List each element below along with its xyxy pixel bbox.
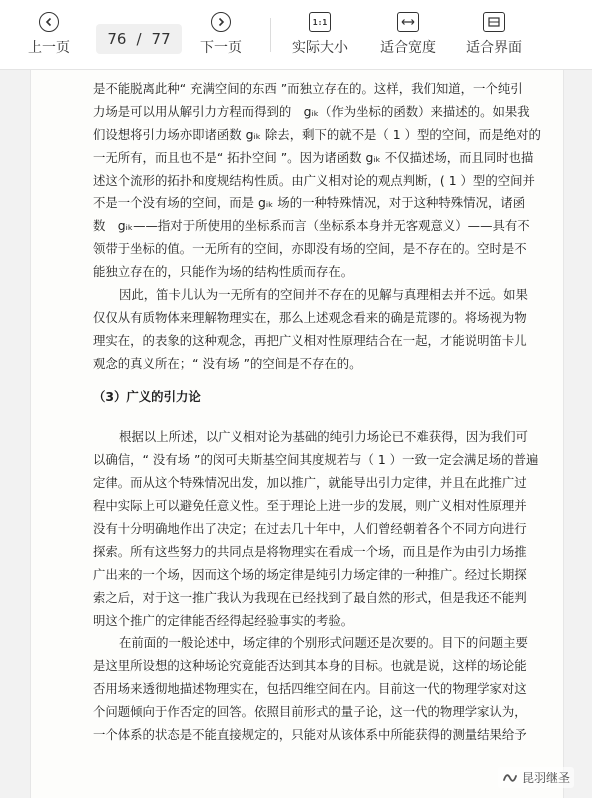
page-indicator[interactable]: [96, 24, 182, 54]
fit-width-label: 适合宽度: [380, 40, 436, 56]
text-line: 一无所有，而且也不是“ 拓扑空间 ”。因为诸函数 gᵢₖ 不仅描述场，而且同时也描: [93, 149, 534, 165]
text-line: 根据以上所述，以广义相对论为基础的纯引力场论已不难获得，因为我们可: [119, 429, 528, 445]
text-line: 领带于坐标的值。一无所有的空间，亦即没有场的空间，是不存在的。空时是不: [93, 241, 527, 257]
prev-page-label: 上一页: [28, 40, 70, 56]
fit-page-label: 适合界面: [466, 40, 522, 56]
fit-page-icon: [483, 12, 505, 32]
text-line: 数 gᵢₖ——指对于所使用的坐标系而言（坐标系本身并无客观意义）——具有不: [93, 218, 530, 234]
text-line: 程中实际上可以避免任意义性。至于理论上进一步的发展，则广义相对性原理并: [93, 498, 527, 514]
fit-width-icon: [397, 12, 419, 32]
actual-size-icon: 1:1: [309, 12, 331, 32]
text-line: 仅仅从有质物体来理解物理实在，那么上述观念看来的确是荒谬的。将场视为物: [93, 309, 527, 325]
text-line: 探索。所有这些努力的共同点是将物理实在看成一个场，而且是作为由引力场推: [93, 543, 527, 559]
text-line: 是不能脱离此种“ 充满空间的东西 ”而独立存在的。这样，我们知道，一个纯引: [93, 81, 523, 96]
text-line: 不是一个没有场的空间，而是 gᵢₖ 场的一种特殊情况，对于这种特殊情况，诸函: [93, 195, 526, 211]
chevron-left-icon: [39, 12, 59, 32]
text-line: 没有十分明确地作出了决定；在过去几十年中，人们曾经朝着各个不同方向进行: [93, 521, 527, 537]
text-line: 否用场来透彻地描述物理实在，包括四维空间在内。目前这一代的物理学家对这: [93, 681, 527, 697]
text-line: 力场是可以用从解引力方程而得到的 gᵢₖ（作为坐标的函数）来描述的。如果我: [93, 103, 530, 119]
current-page-number[interactable]: 76: [107, 30, 127, 48]
text-line: 述这个流形的拓扑和度规结构性质。由广义相对论的观点判断，( 1 ）型的空间并: [93, 172, 535, 188]
text-line: 能独立存在的，只能作为场的结构性质而存在。: [93, 264, 354, 280]
text-line: 以确信，“ 没有场 ”的闵可夫斯基空间其度规若与（ 1 ）一致一定会满足场的普遍: [93, 452, 539, 468]
next-page-label: 下一页: [200, 40, 242, 56]
total-page-count: 77: [151, 30, 171, 48]
fit-width-button[interactable]: [380, 12, 436, 57]
paragraph-2: [93, 284, 533, 376]
toolbar-divider: [270, 18, 271, 52]
text-line: 理实在，的表象的这种观念，再把广义相对性原理结合在一起，才能说明笛卡儿: [93, 332, 527, 348]
paragraph-3: [93, 426, 539, 632]
text-line: 一个体系的状态是不能直接规定的，只能对从该体系中所能获得的测量结果给予: [93, 727, 527, 743]
next-page-button[interactable]: [200, 12, 242, 57]
reader-toolbar: [0, 0, 592, 70]
text-line: 在前面的一般论述中，场定律的个别形式问题还是次要的。目下的问题主要: [119, 635, 528, 651]
text-line: 个问题倾向于作否定的回答。依照目前形式的量子论，这一代的物理学家认为，: [93, 704, 527, 720]
actual-size-label: 实际大小: [292, 40, 348, 56]
text-line: 们设想将引力场亦即诸函数 gᵢₖ 除去，剩下的就不是（ 1 ）型的空间，而是绝对的: [93, 126, 541, 142]
text-line: 是这里所设想的这种场论究竟能否达到其本身的目标。也就是说，这样的场论能: [93, 658, 527, 674]
paragraph-4: [93, 632, 533, 746]
document-page: [30, 70, 564, 798]
chevron-right-icon: [211, 12, 231, 32]
page-text: [93, 78, 541, 747]
wechat-channel-icon: [502, 770, 518, 786]
text-line: 因此，笛卡儿认为一无所有的空间并不存在的见解与真理相去并不远。如果: [119, 287, 528, 303]
page-separator: /: [136, 30, 142, 48]
section-heading: （3）广义的引力论: [93, 388, 201, 404]
actual-size-button[interactable]: [292, 12, 348, 57]
channel-watermark: [498, 767, 574, 788]
text-line: 定律。而从这个特殊情况出发，加以推广，就能导出引力定律，并且在此推广过: [93, 475, 527, 491]
prev-page-button[interactable]: [28, 12, 70, 57]
text-line: 广出来的一个场，因而这个场的场定律是纯引力场定律的一种推广。经过长期探: [93, 566, 527, 582]
text-line: 索之后，对于这一推广我认为我现在已经找到了最自然的形式，但是我还不能判: [93, 589, 527, 605]
paragraph-1: [93, 78, 541, 284]
text-line: 观念的真义所在；“ 没有场 ”的空间是不存在的。: [93, 355, 362, 371]
fit-page-button[interactable]: [466, 12, 522, 57]
watermark-text: 昆羽继圣: [521, 771, 570, 785]
text-line: 明这个推广的定律能否经得起经验事实的考验。: [93, 612, 354, 628]
